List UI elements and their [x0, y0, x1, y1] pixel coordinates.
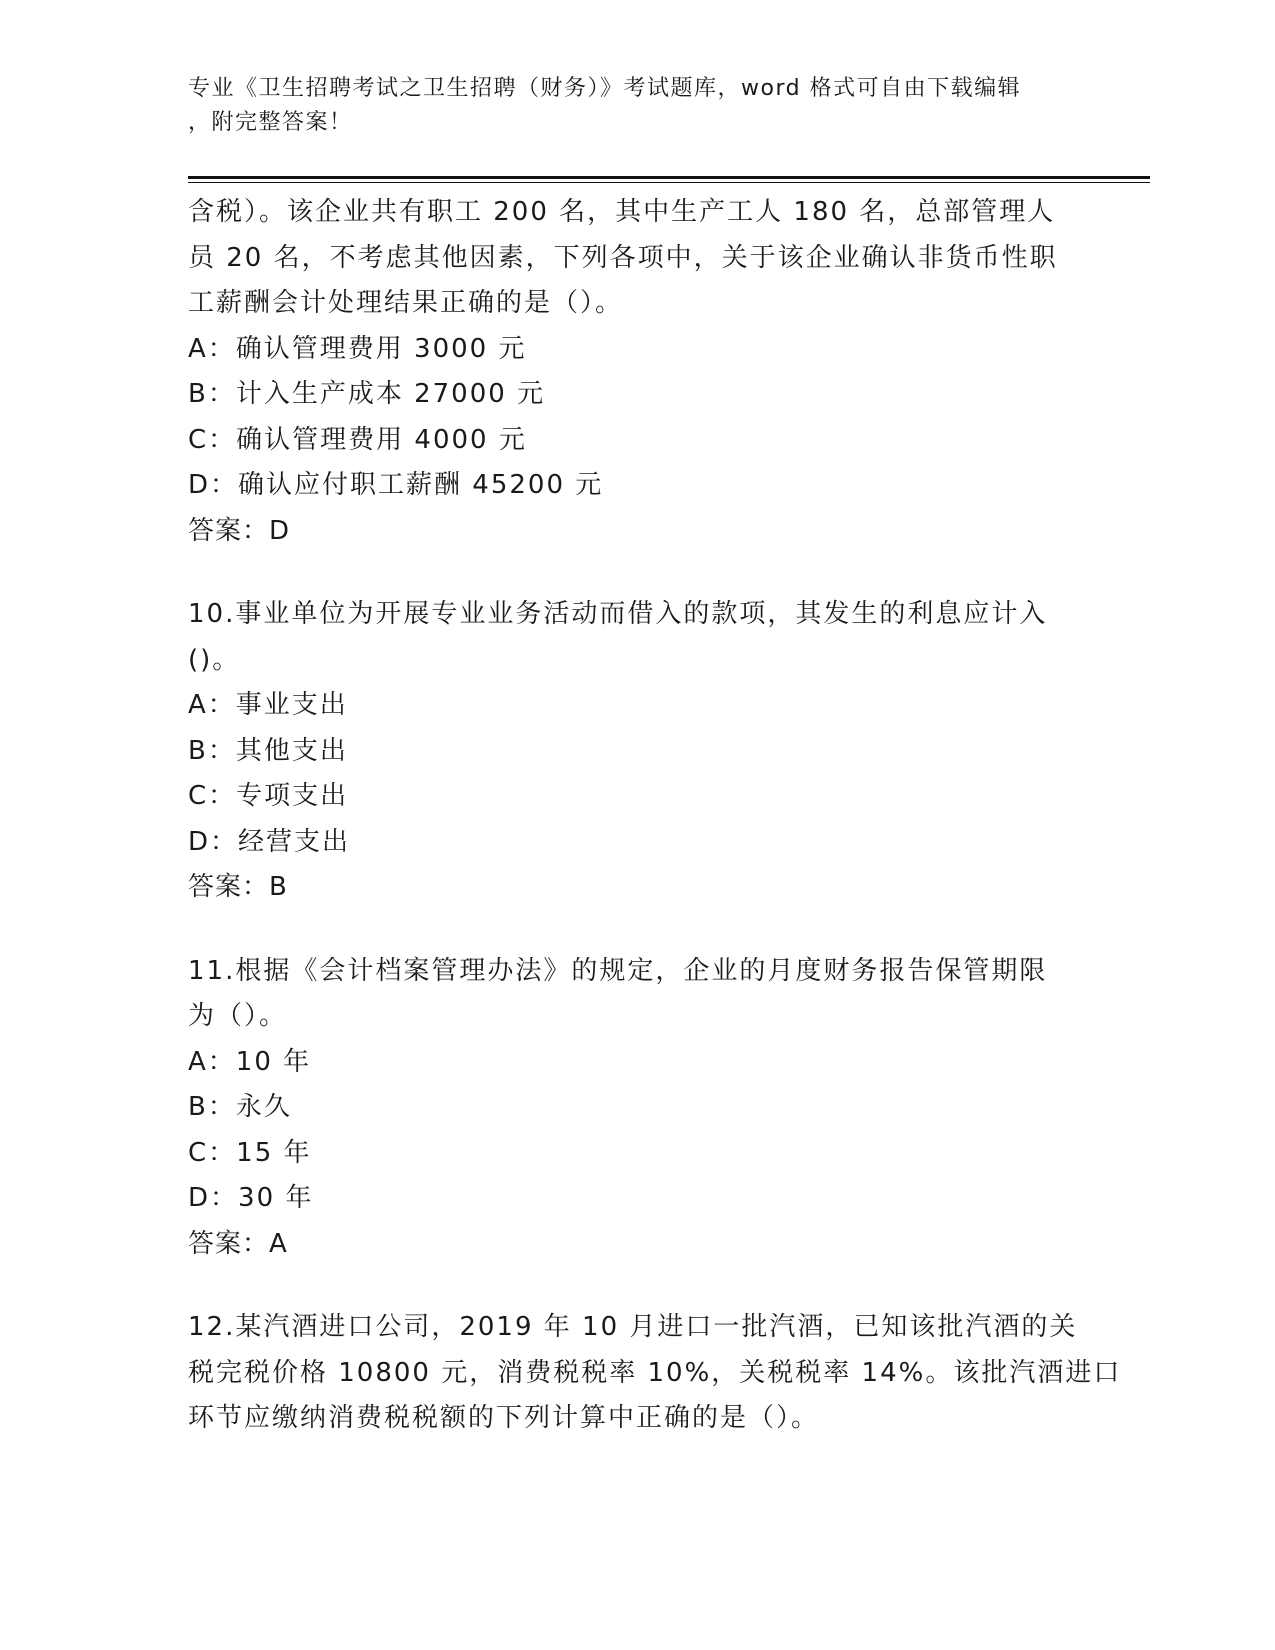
answer-line: 答案：D	[188, 515, 291, 546]
option-b: B：计入生产成本 27000 元	[188, 379, 546, 409]
question-text-line: 为（）。	[188, 1001, 288, 1031]
option-b: B：永久	[188, 1092, 292, 1122]
option-c: C：15 年	[188, 1137, 312, 1168]
option-b: B：其他支出	[188, 735, 348, 766]
question-text-line: 10.事业单位为开展专业业务活动而借入的款项，其发生的利息应计入	[188, 599, 1048, 629]
header-line-2: ，附完整答案！	[188, 110, 353, 135]
question-text-line: ()。	[188, 644, 241, 675]
option-d: D：确认应付职工薪酬 45200 元	[188, 470, 604, 500]
question-text-line: 税完税价格 10800 元，消费税税率 10%，关税税率 14%。该批汽酒进口	[188, 1357, 1122, 1388]
option-d: D：30 年	[188, 1183, 314, 1213]
question-11	[188, 949, 1068, 1268]
header-divider-thin	[188, 182, 1150, 183]
header-line-1: 专业《卫生招聘考试之卫生招聘（财务）》考试题库，word 格式可自由下载编辑	[188, 76, 1022, 101]
option-c: C：确认管理费用 4000 元	[188, 424, 527, 455]
question-text-line: 员 20 名，不考虑其他因素，下列各项中，关于该企业确认非货币性职	[188, 242, 1058, 273]
answer-line: 答案：B	[188, 872, 288, 902]
question-content	[188, 190, 1122, 1442]
question-12	[188, 1305, 1122, 1442]
question-text-line: 12.某汽酒进口公司，2019 年 10 月进口一批汽酒，已知该批汽酒的关	[188, 1312, 1078, 1342]
question-continued	[188, 190, 1068, 554]
option-a: A：事业支出	[188, 690, 348, 720]
option-a: A：10 年	[188, 1046, 312, 1077]
question-text-line: 环节应缴纳消费税税额的下列计算中正确的是（）。	[188, 1403, 820, 1433]
option-c: C：专项支出	[188, 781, 349, 811]
question-text-line: 11.根据《会计档案管理办法》的规定，企业的月度财务报告保管期限	[188, 955, 1048, 986]
option-a: A：确认管理费用 3000 元	[188, 333, 527, 364]
page-header	[188, 72, 1058, 140]
question-10	[188, 592, 1068, 911]
option-d: D：经营支出	[188, 826, 351, 857]
question-text-line: 含税）。该企业共有职工 200 名，其中生产工人 180 名，总部管理人	[188, 197, 1056, 227]
answer-line: 答案：A	[188, 1228, 288, 1259]
question-text-line: 工薪酬会计处理结果正确的是（）。	[188, 288, 624, 318]
header-divider-thick	[188, 176, 1150, 179]
